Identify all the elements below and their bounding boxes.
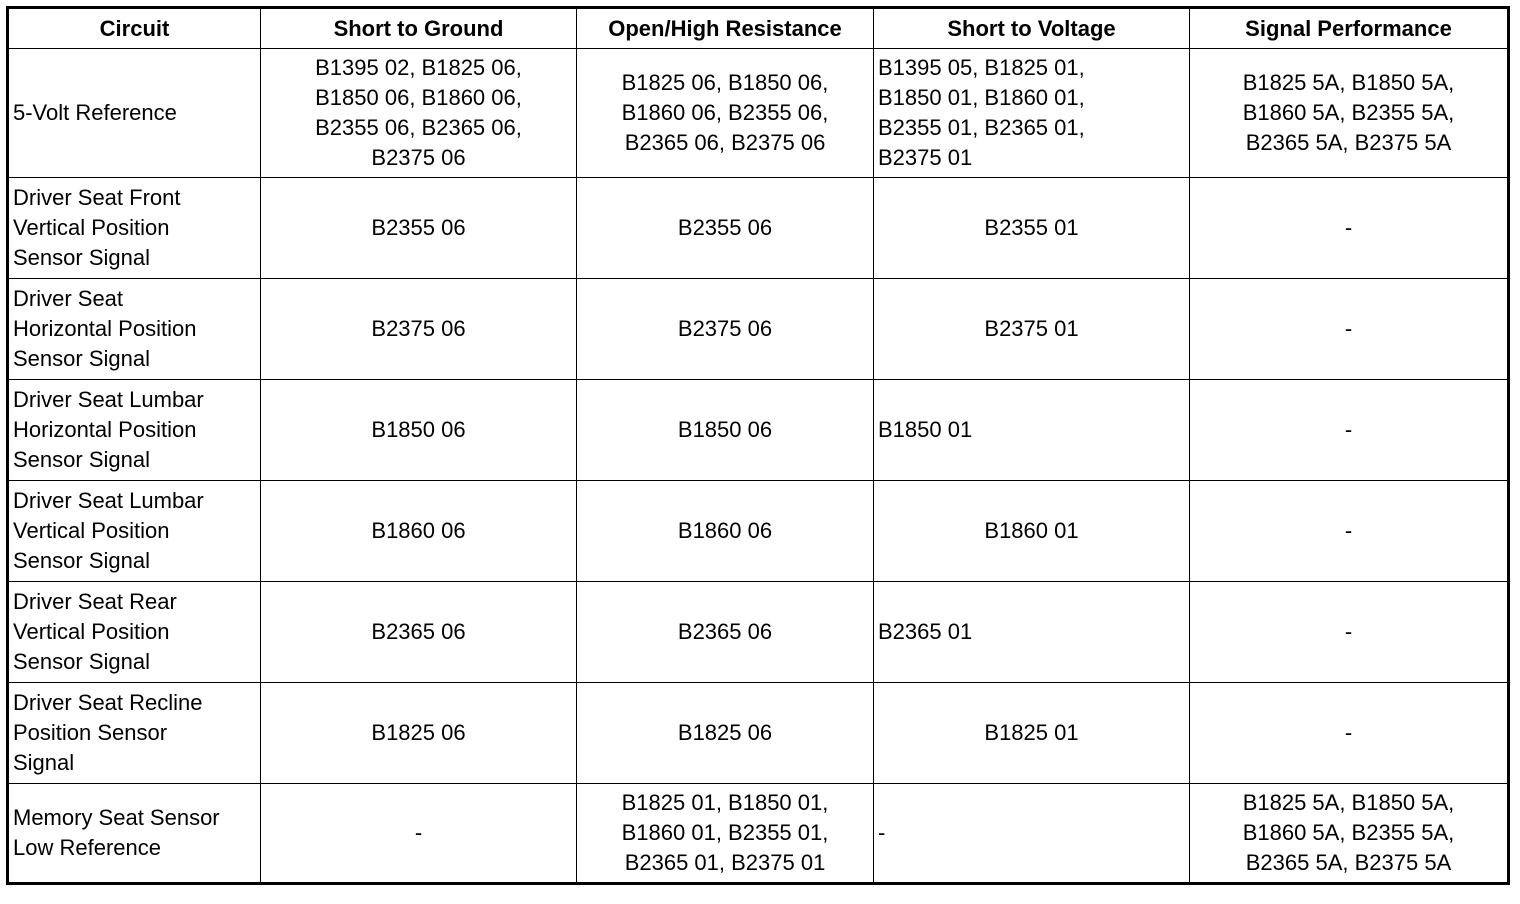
open-high-resistance-cell: B1825 06, B1850 06, B1860 06, B2355 06, B2365 06, B2375 06	[577, 49, 874, 178]
table-row	[8, 683, 1509, 784]
circuit-cell: Driver Seat Lumbar Vertical Position Sensor Signal	[8, 481, 261, 582]
open-high-resistance-cell: B1860 06	[577, 481, 874, 582]
signal-performance-cell: B1825 5A, B1850 5A, B1860 5A, B2355 5A, B2365 5A, B2375 5A	[1190, 784, 1509, 884]
circuit-cell: Driver Seat Lumbar Horizontal Position Sensor Signal	[8, 380, 261, 481]
short-to-ground-cell: B1825 06	[261, 683, 577, 784]
header-short-to-ground: Short to Ground	[261, 8, 577, 49]
signal-performance-cell: -	[1190, 380, 1509, 481]
header-short-to-voltage: Short to Voltage	[874, 8, 1190, 49]
table-row	[8, 481, 1509, 582]
open-high-resistance-cell: B2365 06	[577, 582, 874, 683]
signal-performance-cell: -	[1190, 582, 1509, 683]
short-to-voltage-cell: B1825 01	[874, 683, 1190, 784]
open-high-resistance-cell: B2355 06	[577, 178, 874, 279]
signal-performance-cell: B1825 5A, B1850 5A, B1860 5A, B2355 5A, B2365 5A, B2375 5A	[1190, 49, 1509, 178]
short-to-ground-cell: B1850 06	[261, 380, 577, 481]
table-row	[8, 380, 1509, 481]
short-to-voltage-cell: B1395 05, B1825 01, B1850 01, B1860 01, B2355 01, B2365 01, B2375 01	[874, 49, 1190, 178]
short-to-voltage-cell: B2365 01	[874, 582, 1190, 683]
table-row	[8, 178, 1509, 279]
circuit-cell: Driver Seat Recline Position Sensor Signal	[8, 683, 261, 784]
short-to-voltage-cell: B2375 01	[874, 279, 1190, 380]
open-high-resistance-cell: B1825 06	[577, 683, 874, 784]
circuit-cell: Memory Seat Sensor Low Reference	[8, 784, 261, 884]
short-to-ground-cell: -	[261, 784, 577, 884]
short-to-ground-cell: B2365 06	[261, 582, 577, 683]
header-circuit: Circuit	[8, 8, 261, 49]
signal-performance-cell: -	[1190, 279, 1509, 380]
circuit-cell: Driver Seat Horizontal Position Sensor Signal	[8, 279, 261, 380]
signal-performance-cell: -	[1190, 683, 1509, 784]
circuit-cell: Driver Seat Front Vertical Position Sensor Signal	[8, 178, 261, 279]
short-to-ground-cell: B1860 06	[261, 481, 577, 582]
signal-performance-cell: -	[1190, 178, 1509, 279]
table-row	[8, 784, 1509, 884]
table-row	[8, 49, 1509, 178]
short-to-voltage-cell: B1850 01	[874, 380, 1190, 481]
open-high-resistance-cell: B2375 06	[577, 279, 874, 380]
short-to-ground-cell: B2355 06	[261, 178, 577, 279]
dtc-table-container	[6, 6, 1510, 885]
signal-performance-cell: -	[1190, 481, 1509, 582]
dtc-symptom-table	[6, 6, 1510, 885]
table-row	[8, 279, 1509, 380]
header-row	[8, 8, 1509, 49]
header-signal-performance: Signal Performance	[1190, 8, 1509, 49]
short-to-voltage-cell: B1860 01	[874, 481, 1190, 582]
circuit-cell: 5-Volt Reference	[8, 49, 261, 178]
header-open-high-resistance: Open/High Resistance	[577, 8, 874, 49]
short-to-voltage-cell: -	[874, 784, 1190, 884]
short-to-ground-cell: B1395 02, B1825 06, B1850 06, B1860 06, B2355 06, B2365 06, B2375 06	[261, 49, 577, 178]
open-high-resistance-cell: B1850 06	[577, 380, 874, 481]
open-high-resistance-cell: B1825 01, B1850 01, B1860 01, B2355 01, B2365 01, B2375 01	[577, 784, 874, 884]
circuit-cell: Driver Seat Rear Vertical Position Sensor Signal	[8, 582, 261, 683]
table-row	[8, 582, 1509, 683]
short-to-voltage-cell: B2355 01	[874, 178, 1190, 279]
short-to-ground-cell: B2375 06	[261, 279, 577, 380]
